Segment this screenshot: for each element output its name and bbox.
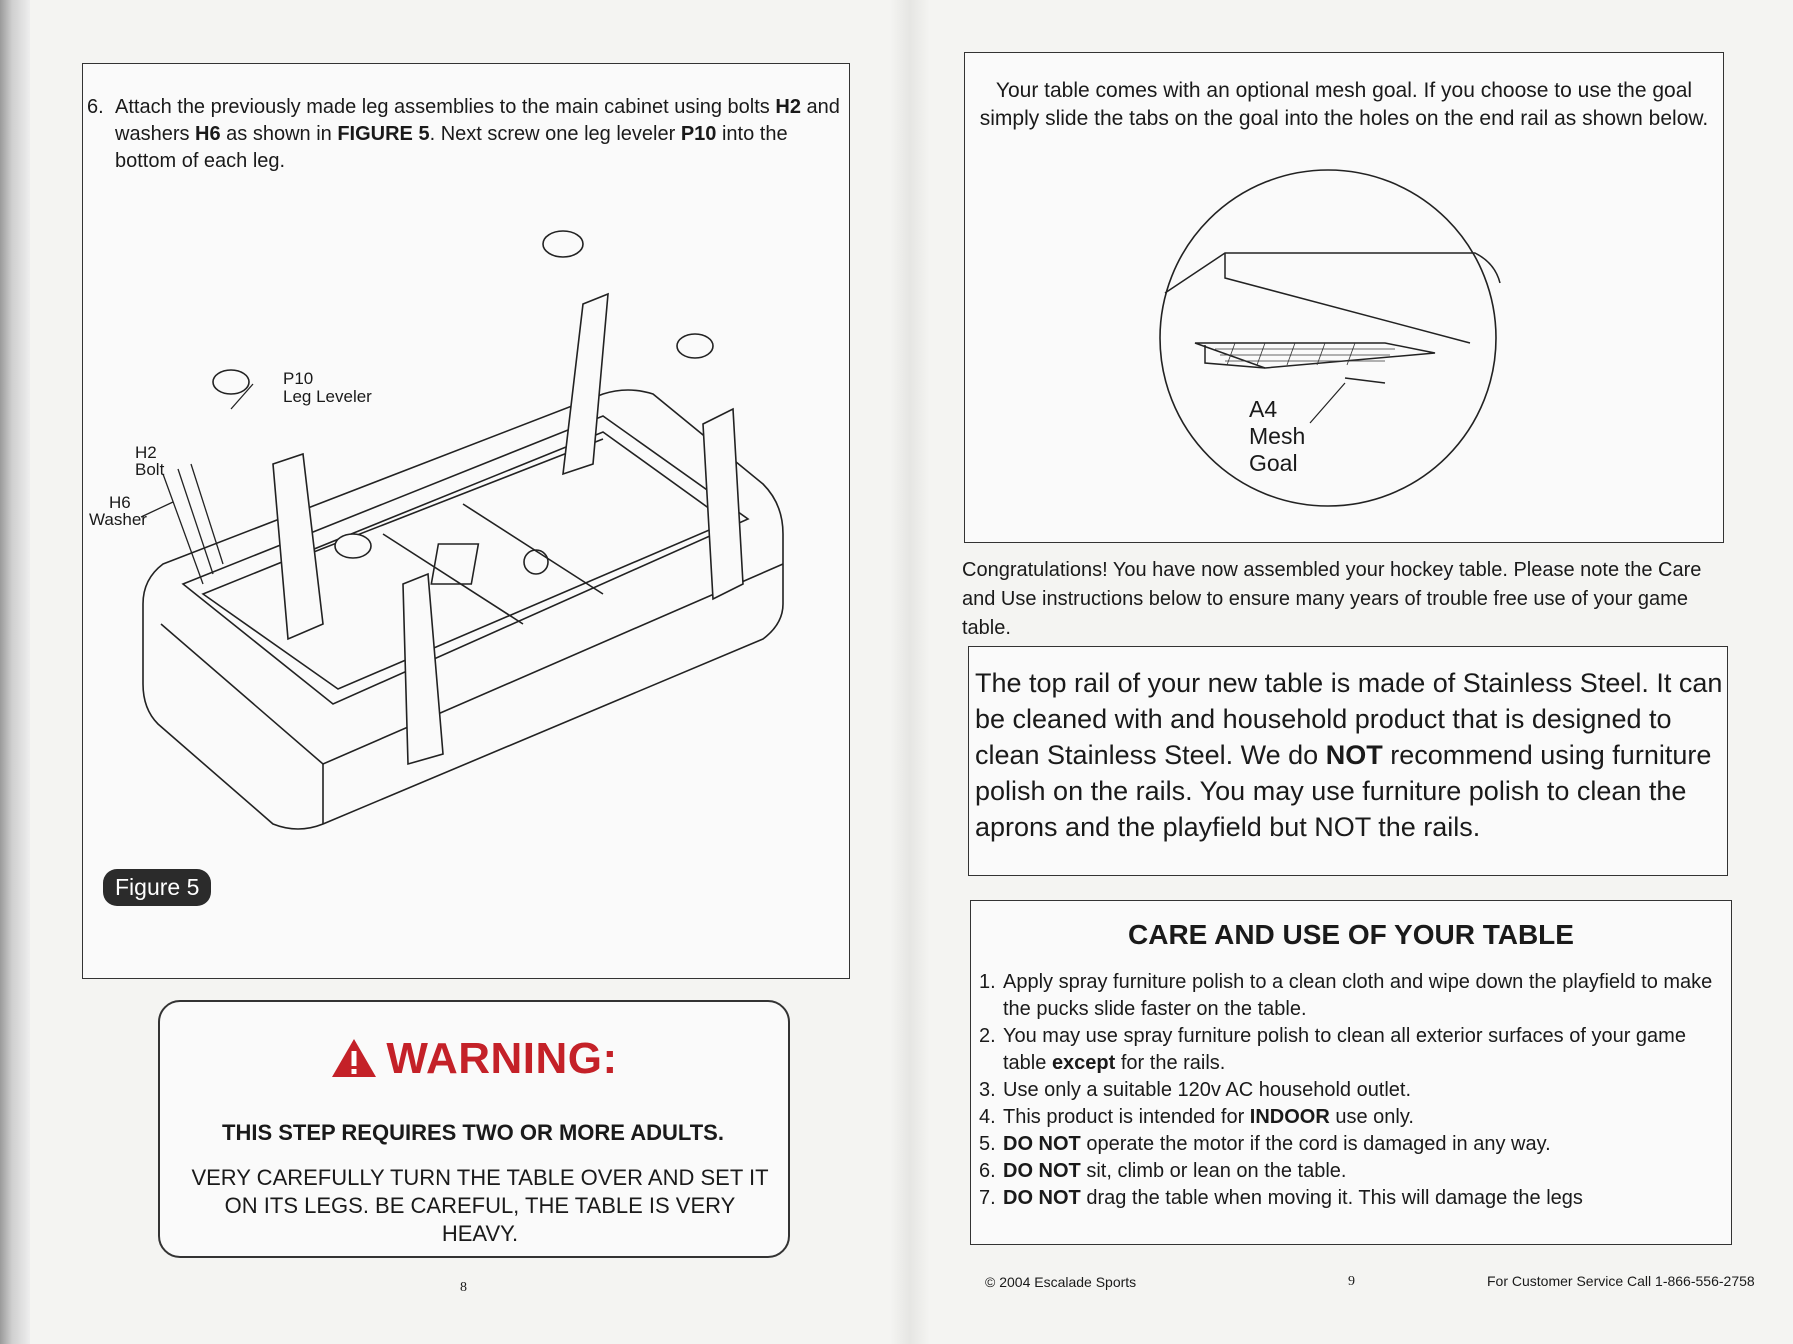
step-text: [115, 94, 843, 175]
text-segment: Attach the previously made leg assemblies to the main cabinet using bolts: [115, 96, 776, 118]
goal-label-line1: Mesh: [1249, 423, 1306, 449]
mesh-net: [1215, 343, 1395, 365]
care-item-number: 2.: [979, 1025, 996, 1047]
text-segment: drag the table when moving it. This will damage the legs: [1080, 1187, 1583, 1209]
text-segment: for the rails.: [1115, 1052, 1226, 1074]
care-list-item: [979, 1158, 1727, 1185]
mesh-goal-intro: Your table comes with an optional mesh goal. If you choose to use the goal simply slide the tabs on the goal into the holes on the end rail as shown below.: [979, 79, 1709, 130]
footer-customer-service: For Customer Service Call 1-866-556-2758: [1487, 1273, 1755, 1289]
text-segment: INDOOR: [1249, 1106, 1330, 1128]
warning-heading: [160, 1034, 788, 1084]
mesh-goal-label: [1249, 396, 1305, 476]
text-segment: use only.: [1329, 1106, 1414, 1128]
warning-triangle-icon: [330, 1037, 378, 1079]
p10-code-label: P10: [283, 369, 314, 388]
care-list-item: [979, 969, 1727, 1023]
text-segment: DO NOT: [1003, 1187, 1081, 1209]
p10-name-label: Leg Leveler: [283, 387, 372, 406]
care-list-item: [979, 1077, 1727, 1104]
mesh-goal-illustration: [965, 53, 1725, 544]
care-list: [979, 969, 1727, 1212]
care-list-item: [979, 1023, 1727, 1077]
goal-label-line2: Goal: [1249, 450, 1298, 476]
end-rail-drawing: [1165, 253, 1500, 383]
text-segment: into the bottom of each leg.: [115, 123, 788, 172]
warning-panel: [158, 1000, 790, 1258]
text-segment: except: [1051, 1052, 1116, 1074]
text-segment: You may use spray furniture polish to clean all exterior surfaces of your game table: [1003, 1025, 1686, 1074]
step-6-instruction: [87, 94, 843, 175]
h6-code-label: H6: [109, 493, 131, 512]
care-item-number: 1.: [979, 971, 996, 993]
text-segment: DO NOT: [1003, 1160, 1081, 1182]
page-number-right: 9: [1348, 1274, 1355, 1289]
step-number: 6.: [87, 96, 104, 118]
stainless-steel-note-panel: [968, 646, 1728, 876]
leg-assemblies: [213, 231, 743, 764]
footer-copyright: © 2004 Escalade Sports: [985, 1274, 1137, 1290]
text-segment: This product is intended for: [1003, 1106, 1250, 1128]
care-item-number: 4.: [979, 1106, 996, 1128]
spread-edge-shadow: [0, 0, 30, 1344]
warning-adults-notice: THIS STEP REQUIRES TWO OR MORE ADULTS.: [222, 1120, 724, 1145]
care-list-item: [979, 1185, 1727, 1212]
figure-caption-badge: Figure 5: [103, 869, 211, 906]
care-item-number: 6.: [979, 1160, 996, 1182]
bolt-callouts: [141, 384, 253, 584]
detail-circle: [1160, 170, 1496, 506]
text-segment: and washers: [115, 96, 840, 145]
care-item-number: 3.: [979, 1079, 996, 1101]
text-segment: as shown in: [220, 123, 338, 145]
figure-5-illustration: [83, 64, 851, 980]
text-segment: Apply spray furniture polish to a clean cloth and wipe down the playfield to make the pucks slide faster on the table.: [1003, 971, 1713, 1020]
care-item-number: 7.: [979, 1187, 996, 1209]
congratulations-text: Congratulations! You have now assembled your hockey table. Please note the Care and Use instructions below to ensure many years of trouble free use of your game table.: [962, 559, 1702, 639]
text-segment: The top rail of your new table is made of Stainless Steel. It can be cleaned with and household product that is designed to clean Stainless Steel. We do: [975, 668, 1723, 770]
h6-name-label: Washer: [89, 510, 147, 529]
care-list-item: [979, 1104, 1727, 1131]
text-segment: operate the motor if the cord is damaged in any way.: [1080, 1133, 1551, 1155]
table-frame-drawing: [143, 390, 783, 829]
text-segment: P10: [680, 123, 717, 145]
care-heading: CARE AND USE OF YOUR TABLE: [1128, 919, 1574, 950]
h2-name-label: Bolt: [135, 460, 165, 479]
text-segment: FIGURE 5: [337, 123, 430, 145]
text-segment: DO NOT: [1003, 1133, 1081, 1155]
text-segment: sit, climb or lean on the table.: [1080, 1160, 1347, 1182]
book-gutter: [890, 0, 930, 1344]
care-item-number: 5.: [979, 1133, 996, 1155]
text-segment: H2: [775, 96, 801, 118]
text-segment: NOT: [1325, 740, 1383, 770]
text-segment: Use only a suitable 120v AC household outlet.: [1003, 1079, 1412, 1101]
assembly-step-panel: [82, 63, 850, 979]
care-and-use-panel: [970, 900, 1732, 1245]
goal-code-label: A4: [1249, 396, 1278, 422]
stainless-steel-note: [975, 665, 1725, 845]
page-number-left: 8: [460, 1280, 467, 1295]
mesh-goal-panel: [964, 52, 1724, 543]
warning-title-text: WARNING:: [386, 1034, 618, 1083]
care-list-item: [979, 1131, 1727, 1158]
h2-code-label: H2: [135, 443, 157, 462]
goal-callout-line: [1310, 383, 1345, 423]
warning-instruction: VERY CAREFULLY TURN THE TABLE OVER AND SET IT ON ITS LEGS. BE CAREFUL, THE TABLE IS VERY HEAVY.: [191, 1165, 769, 1246]
text-segment: H6: [195, 123, 221, 145]
text-segment: . Next screw one leg leveler: [429, 123, 681, 145]
text-segment: recommend using furniture polish on the rails. You may use furniture polish to clean the aprons and the playfield but NOT the rails.: [975, 740, 1712, 842]
